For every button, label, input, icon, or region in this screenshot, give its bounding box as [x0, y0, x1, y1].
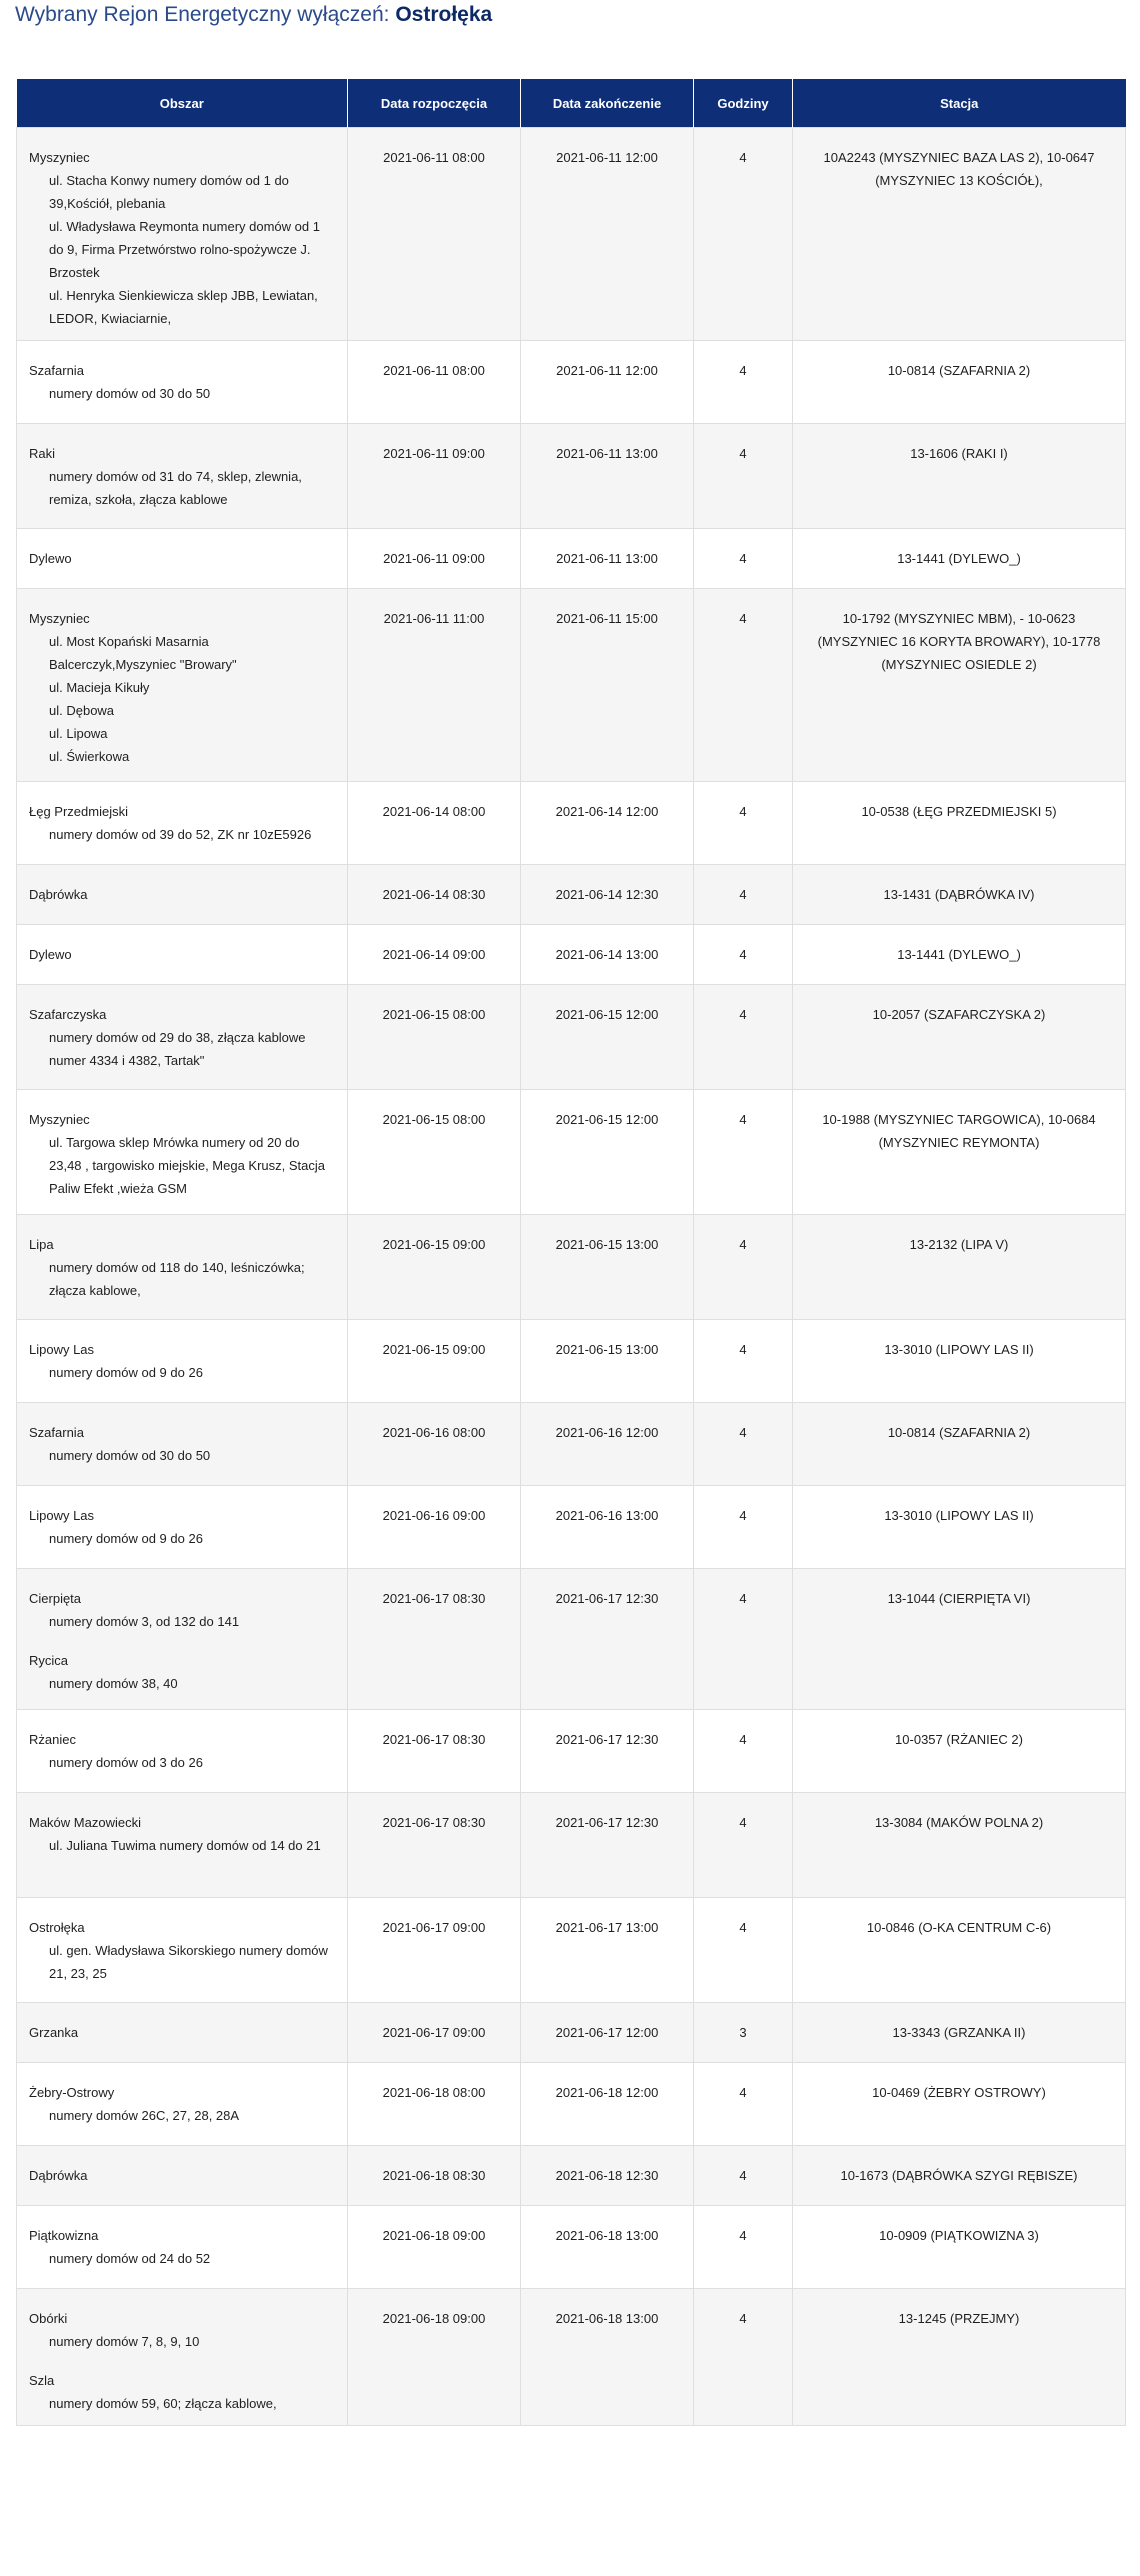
area-name: Raki [29, 446, 56, 461]
area-detail: ul. Juliana Tuwima numery domów od 14 do 21 [49, 1838, 321, 1853]
cell-area [17, 865, 348, 925]
area-detail: ul. gen. Władysława Sikorskiego numery domów 21, 23, 25 [49, 1943, 328, 1981]
table-row [17, 1320, 1126, 1403]
table-row [17, 925, 1126, 985]
cell-end-date: 2021-06-15 12:00 [521, 1090, 694, 1215]
cell-hours: 4 [694, 985, 793, 1090]
cell-area [17, 341, 348, 424]
area-name: Rżaniec [29, 1732, 76, 1747]
area-name: Myszyniec [29, 611, 90, 626]
cell-area [17, 128, 348, 341]
page-title-prefix: Wybrany Rejon Energetyczny wyłączeń: [15, 3, 396, 26]
cell-area [17, 1320, 348, 1403]
cell-start-date: 2021-06-14 08:00 [348, 782, 521, 865]
cell-end-date: 2021-06-15 13:00 [521, 1320, 694, 1403]
area-name: Obórki [29, 2311, 68, 2326]
cell-start-date: 2021-06-17 08:30 [348, 1793, 521, 1898]
table-row [17, 1710, 1126, 1793]
cell-station: 10-0814 (SZAFARNIA 2) [793, 341, 1126, 424]
cell-area [17, 2146, 348, 2206]
selected-region: Ostrołęka [395, 3, 493, 26]
cell-hours: 4 [694, 1569, 793, 1710]
table-row [17, 2063, 1126, 2146]
area-detail: numery domów 38, 40 [49, 1676, 178, 1691]
cell-end-date: 2021-06-18 13:00 [521, 2206, 694, 2289]
cell-area [17, 2063, 348, 2146]
area-detail: ul. Dębowa [49, 703, 115, 718]
cell-area [17, 925, 348, 985]
cell-hours: 4 [694, 2206, 793, 2289]
cell-start-date: 2021-06-15 08:00 [348, 985, 521, 1090]
cell-start-date: 2021-06-11 08:00 [348, 341, 521, 424]
area-name: Lipowy Las [29, 1342, 95, 1357]
cell-area [17, 1486, 348, 1569]
cell-start-date: 2021-06-16 08:00 [348, 1403, 521, 1486]
cell-station: 10-0357 (RŻANIEC 2) [793, 1710, 1126, 1793]
table-row [17, 865, 1126, 925]
table-row [17, 2289, 1126, 2426]
area-detail: numery domów od 30 do 50 [49, 1448, 211, 1463]
area-name: Szafarnia [29, 363, 84, 378]
area-detail: numery domów od 31 do 74, sklep, zlewnia, remiza, szkoła, złącza kablowe [49, 469, 302, 507]
area-name: Dąbrówka [29, 2168, 88, 2183]
cell-start-date: 2021-06-11 08:00 [348, 128, 521, 341]
cell-station: 13-3343 (GRZANKA II) [793, 2003, 1126, 2063]
table-row [17, 424, 1126, 529]
cell-station: 10-1988 (MYSZYNIEC TARGOWICA), 10-0684 (MYSZYNIEC REYMONTA) [793, 1090, 1126, 1215]
cell-hours: 4 [694, 865, 793, 925]
outage-table [16, 79, 1126, 2426]
cell-start-date: 2021-06-18 08:30 [348, 2146, 521, 2206]
area-detail: numery domów od 30 do 50 [49, 386, 211, 401]
cell-station: 10A2243 (MYSZYNIEC BAZA LAS 2), 10-0647 (MYSZYNIEC 13 KOŚCIÓŁ), [793, 128, 1126, 341]
column-header-station: Stacja [793, 79, 1126, 128]
cell-station: 13-3010 (LIPOWY LAS II) [793, 1486, 1126, 1569]
area-detail: numery domów od 39 do 52, ZK nr 10zE5926 [49, 827, 312, 842]
cell-end-date: 2021-06-18 12:00 [521, 2063, 694, 2146]
cell-hours: 4 [694, 2146, 793, 2206]
area-name: Lipowy Las [29, 1508, 95, 1523]
cell-area [17, 782, 348, 865]
area-spacer [29, 2353, 335, 2369]
area-detail: ul. Targowa sklep Mrówka numery od 20 do 23,48 , targowisko miejskie, Mega Krusz, Stacja Paliw Efekt ,wieża GSM [49, 1135, 326, 1196]
table-row [17, 1486, 1126, 1569]
cell-end-date: 2021-06-15 13:00 [521, 1215, 694, 1320]
area-detail: numery domów od 29 do 38, złącza kablowe numer 4334 i 4382, Tartak" [49, 1030, 306, 1068]
table-row [17, 2003, 1126, 2063]
area-detail: ul. Lipowa [49, 726, 108, 741]
page-title [15, 0, 492, 30]
area-name: Dylewo [29, 947, 72, 962]
cell-area [17, 1898, 348, 2003]
cell-hours: 4 [694, 424, 793, 529]
area-name: Piątkowizna [29, 2228, 99, 2243]
cell-end-date: 2021-06-14 12:30 [521, 865, 694, 925]
cell-area [17, 529, 348, 589]
area-name: Szafarnia [29, 1425, 84, 1440]
table-body [17, 128, 1126, 2426]
cell-start-date: 2021-06-11 09:00 [348, 424, 521, 529]
cell-hours: 4 [694, 1215, 793, 1320]
cell-end-date: 2021-06-18 12:30 [521, 2146, 694, 2206]
cell-start-date: 2021-06-11 09:00 [348, 529, 521, 589]
cell-end-date: 2021-06-17 13:00 [521, 1898, 694, 2003]
cell-hours: 4 [694, 1320, 793, 1403]
cell-end-date: 2021-06-16 12:00 [521, 1403, 694, 1486]
cell-station: 13-1431 (DĄBRÓWKA IV) [793, 865, 1126, 925]
column-header-end-date: Data zakończenie [521, 79, 694, 128]
cell-station: 13-3084 (MAKÓW POLNA 2) [793, 1793, 1126, 1898]
area-detail: numery domów 59, 60; złącza kablowe, [49, 2396, 277, 2411]
area-spacer [29, 1633, 335, 1649]
cell-station: 10-1673 (DĄBRÓWKA SZYGI RĘBISZE) [793, 2146, 1126, 2206]
cell-end-date: 2021-06-17 12:00 [521, 2003, 694, 2063]
cell-hours: 4 [694, 1898, 793, 2003]
table-row [17, 1090, 1126, 1215]
area-detail: ul. Stacha Konwy numery domów od 1 do 39,Kościół, plebania [49, 173, 289, 211]
area-detail: numery domów 3, od 132 do 141 [49, 1614, 240, 1629]
area-name: Szla [29, 2373, 55, 2388]
cell-area [17, 985, 348, 1090]
cell-hours: 4 [694, 529, 793, 589]
area-name: Żebry-Ostrowy [29, 2085, 115, 2100]
cell-end-date: 2021-06-11 13:00 [521, 424, 694, 529]
area-detail: numery domów od 9 do 26 [49, 1365, 203, 1380]
table-row [17, 1403, 1126, 1486]
cell-end-date: 2021-06-14 13:00 [521, 925, 694, 985]
area-name: Maków Mazowiecki [29, 1815, 141, 1830]
area-detail: ul. Henryka Sienkiewicza sklep JBB, Lewiatan, LEDOR, Kwiaciarnie, [49, 288, 318, 326]
cell-station: 10-0814 (SZAFARNIA 2) [793, 1403, 1126, 1486]
cell-start-date: 2021-06-15 09:00 [348, 1320, 521, 1403]
area-name: Myszyniec [29, 1112, 90, 1127]
cell-area [17, 2003, 348, 2063]
table-row [17, 128, 1126, 341]
area-detail: numery domów 7, 8, 9, 10 [49, 2334, 200, 2349]
cell-area [17, 589, 348, 782]
area-name: Ostrołęka [29, 1920, 85, 1935]
cell-end-date: 2021-06-11 13:00 [521, 529, 694, 589]
cell-hours: 4 [694, 2289, 793, 2426]
cell-start-date: 2021-06-14 08:30 [348, 865, 521, 925]
cell-start-date: 2021-06-18 09:00 [348, 2206, 521, 2289]
cell-start-date: 2021-06-11 11:00 [348, 589, 521, 782]
area-detail: numery domów od 24 do 52 [49, 2251, 211, 2266]
cell-station: 13-1606 (RAKI I) [793, 424, 1126, 529]
cell-area [17, 1090, 348, 1215]
cell-start-date: 2021-06-15 09:00 [348, 1215, 521, 1320]
table-header-row [17, 79, 1126, 128]
cell-hours: 4 [694, 589, 793, 782]
cell-hours: 4 [694, 925, 793, 985]
cell-end-date: 2021-06-17 12:30 [521, 1569, 694, 1710]
area-name: Grzanka [29, 2025, 79, 2040]
area-name: Myszyniec [29, 150, 90, 165]
cell-station: 13-2132 (LIPA V) [793, 1215, 1126, 1320]
cell-station: 13-1441 (DYLEWO_) [793, 925, 1126, 985]
table-row [17, 2206, 1126, 2289]
cell-end-date: 2021-06-15 12:00 [521, 985, 694, 1090]
cell-area [17, 2289, 348, 2426]
cell-end-date: 2021-06-16 13:00 [521, 1486, 694, 1569]
area-name: Dylewo [29, 551, 72, 566]
cell-end-date: 2021-06-11 15:00 [521, 589, 694, 782]
table-row [17, 985, 1126, 1090]
area-name: Łęg Przedmiejski [29, 804, 128, 819]
cell-area [17, 2206, 348, 2289]
cell-station: 10-0469 (ŻEBRY OSTROWY) [793, 2063, 1126, 2146]
cell-start-date: 2021-06-14 09:00 [348, 925, 521, 985]
cell-end-date: 2021-06-18 13:00 [521, 2289, 694, 2426]
table-row [17, 1898, 1126, 2003]
cell-hours: 3 [694, 2003, 793, 2063]
cell-start-date: 2021-06-17 08:30 [348, 1710, 521, 1793]
cell-hours: 4 [694, 1090, 793, 1215]
area-detail: numery domów od 9 do 26 [49, 1531, 203, 1546]
cell-start-date: 2021-06-17 09:00 [348, 2003, 521, 2063]
cell-start-date: 2021-06-15 08:00 [348, 1090, 521, 1215]
table-row [17, 1569, 1126, 1710]
cell-hours: 4 [694, 1710, 793, 1793]
column-header-area: Obszar [17, 79, 348, 128]
cell-station: 10-0538 (ŁĘG PRZEDMIEJSKI 5) [793, 782, 1126, 865]
column-header-start-date: Data rozpoczęcia [348, 79, 521, 128]
cell-station: 10-0846 (O-KA CENTRUM C-6) [793, 1898, 1126, 2003]
area-detail: ul. Macieja Kikuły [49, 680, 150, 695]
cell-station: 13-1245 (PRZEJMY) [793, 2289, 1126, 2426]
cell-end-date: 2021-06-14 12:00 [521, 782, 694, 865]
table-row [17, 341, 1126, 424]
cell-end-date: 2021-06-17 12:30 [521, 1793, 694, 1898]
table-row [17, 782, 1126, 865]
area-name: Lipa [29, 1237, 54, 1252]
area-detail: numery domów 26C, 27, 28, 28A [49, 2108, 240, 2123]
cell-area [17, 1710, 348, 1793]
cell-station: 13-1441 (DYLEWO_) [793, 529, 1126, 589]
cell-start-date: 2021-06-18 08:00 [348, 2063, 521, 2146]
cell-end-date: 2021-06-17 12:30 [521, 1710, 694, 1793]
area-name: Cierpięta [29, 1591, 82, 1606]
cell-area [17, 1569, 348, 1710]
cell-hours: 4 [694, 128, 793, 341]
cell-start-date: 2021-06-18 09:00 [348, 2289, 521, 2426]
cell-end-date: 2021-06-11 12:00 [521, 128, 694, 341]
cell-station: 10-1792 (MYSZYNIEC MBM), - 10-0623 (MYSZYNIEC 16 KORYTA BROWARY), 10-1778 (MYSZYNIEC OSIEDLE 2) [793, 589, 1126, 782]
table-row [17, 2146, 1126, 2206]
cell-station: 10-2057 (SZAFARCZYSKA 2) [793, 985, 1126, 1090]
area-detail: ul. Władysława Reymonta numery domów od 1 do 9, Firma Przetwórstwo rolno-spożywcze J. Brzostek [49, 219, 320, 280]
cell-start-date: 2021-06-16 09:00 [348, 1486, 521, 1569]
table-row [17, 589, 1126, 782]
cell-end-date: 2021-06-11 12:00 [521, 341, 694, 424]
cell-start-date: 2021-06-17 09:00 [348, 1898, 521, 2003]
cell-station: 13-1044 (CIERPIĘTA VI) [793, 1569, 1126, 1710]
table-row [17, 1793, 1126, 1898]
area-name: Rycica [29, 1653, 69, 1668]
area-detail: ul. Świerkowa [49, 749, 130, 764]
cell-area [17, 424, 348, 529]
area-detail: ul. Most Kopański Masarnia Balcerczyk,Myszyniec "Browary" [49, 634, 237, 672]
cell-start-date: 2021-06-17 08:30 [348, 1569, 521, 1710]
area-detail: numery domów od 118 do 140, leśniczówka; złącza kablowe, [49, 1260, 305, 1298]
cell-station: 10-0909 (PIĄTKOWIZNA 3) [793, 2206, 1126, 2289]
cell-area [17, 1403, 348, 1486]
table-row [17, 529, 1126, 589]
cell-hours: 4 [694, 1486, 793, 1569]
column-header-hours: Godziny [694, 79, 793, 128]
cell-hours: 4 [694, 1793, 793, 1898]
cell-hours: 4 [694, 782, 793, 865]
table-row [17, 1215, 1126, 1320]
area-name: Szafarczyska [29, 1007, 107, 1022]
area-name: Dąbrówka [29, 887, 88, 902]
cell-hours: 4 [694, 1403, 793, 1486]
cell-area [17, 1215, 348, 1320]
area-detail: numery domów od 3 do 26 [49, 1755, 203, 1770]
cell-hours: 4 [694, 341, 793, 424]
cell-area [17, 1793, 348, 1898]
cell-station: 13-3010 (LIPOWY LAS II) [793, 1320, 1126, 1403]
cell-hours: 4 [694, 2063, 793, 2146]
